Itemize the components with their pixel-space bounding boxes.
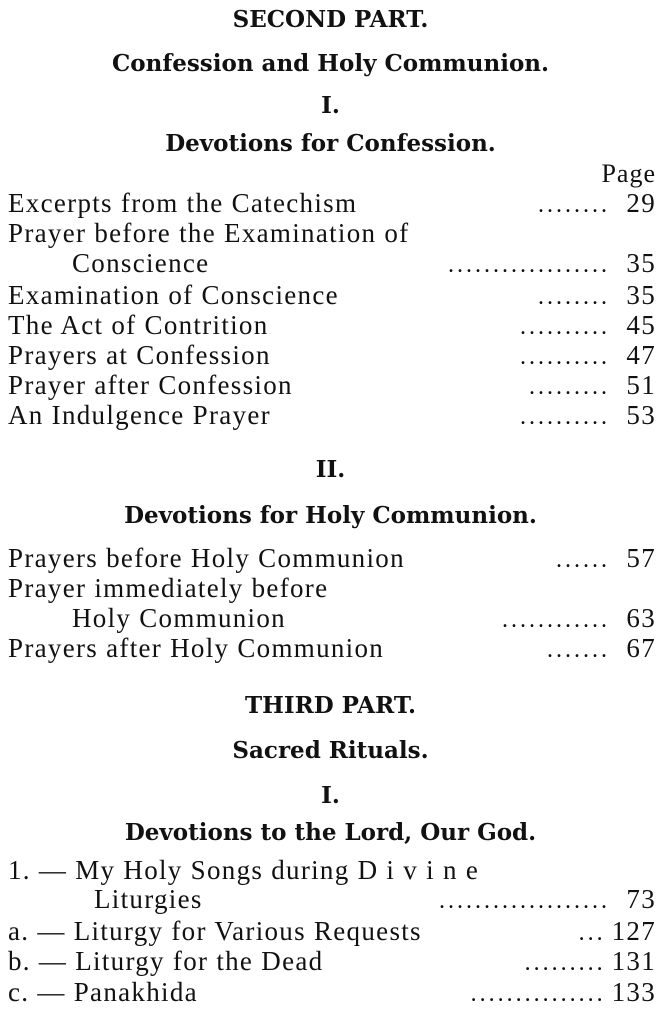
dot-leader: .........: [524, 950, 606, 976]
toc-entry[interactable]: [8, 855, 656, 885]
dot-leader: ..................: [448, 252, 610, 278]
toc-entry-title: c. — Panakhida: [8, 977, 198, 1007]
toc-entry[interactable]: [8, 916, 656, 946]
section-heading: Devotions to the Lord, Our God.: [124, 819, 537, 846]
dot-leader: ...............: [470, 981, 606, 1007]
toc-entry-title: An Indulgence Prayer: [8, 400, 271, 430]
toc-entry-page: 131: [611, 946, 656, 976]
toc-entry-title: 1. — My Holy Songs during D i v i n e: [8, 855, 480, 885]
toc-entry-page: 45: [626, 310, 656, 340]
dot-leader: .........: [529, 374, 610, 400]
dot-leader: ..........: [520, 344, 610, 370]
dot-leader: ............: [502, 607, 610, 633]
toc-entry-title: Liturgies: [94, 884, 203, 914]
section-numeral: I.: [321, 782, 340, 809]
toc-entry-title: The Act of Contrition: [8, 310, 269, 340]
part-subtitle: Sacred Rituals.: [232, 737, 429, 764]
dot-leader: ...: [578, 920, 606, 946]
toc-entry-title: Prayer immediately before: [8, 573, 329, 603]
toc-entry-continuation[interactable]: [72, 603, 656, 633]
dot-leader: .......: [547, 637, 610, 663]
dot-leader: ..........: [520, 314, 610, 340]
toc-entry-page: 73: [626, 884, 656, 914]
toc-entry-page: 127: [611, 916, 656, 946]
toc-entry-title: Holy Communion: [72, 603, 286, 633]
toc-entry-page: 35: [626, 248, 656, 278]
dot-leader: ........: [538, 284, 610, 310]
toc-entry-page: 47: [626, 340, 656, 370]
toc-entry-page: 57: [626, 543, 656, 573]
section-heading: Devotions for Holy Communion.: [124, 502, 537, 529]
toc-entry[interactable]: [8, 188, 656, 218]
toc-entry-page: 51: [626, 370, 656, 400]
section-numeral: I.: [321, 92, 340, 119]
dot-leader: ......: [556, 547, 610, 573]
toc-entry-title: a. — Liturgy for Various Requests: [8, 916, 422, 946]
toc-entry-title: Prayers at Confession: [8, 340, 271, 370]
toc-entry-page: 133: [611, 977, 656, 1007]
toc-entry-title: Prayers before Holy Communion: [8, 543, 405, 573]
toc-entry-page: 53: [626, 400, 656, 430]
toc-entry[interactable]: [8, 370, 656, 400]
toc-entry-continuation[interactable]: [72, 248, 656, 278]
toc-entry[interactable]: [8, 340, 656, 370]
toc-entry[interactable]: [8, 633, 656, 663]
part-title: SECOND PART.: [232, 6, 429, 33]
toc-entry[interactable]: [8, 946, 656, 976]
toc-entry-title: Conscience: [72, 248, 210, 278]
toc-entry[interactable]: [8, 280, 656, 310]
toc-entry-page: 63: [626, 603, 656, 633]
toc-entry-page: 35: [626, 280, 656, 310]
toc-entry-title: Prayer before the Examination of: [8, 218, 410, 248]
dot-leader: ...................: [439, 888, 610, 914]
part-subtitle: Confession and Holy Communion.: [111, 50, 550, 77]
toc-entry-title: Examination of Conscience: [8, 280, 339, 310]
toc-entry-title: Excerpts from the Catechism: [8, 188, 358, 218]
toc-entry[interactable]: [8, 573, 656, 603]
toc-entry-title: Prayer after Confession: [8, 370, 293, 400]
toc-entry-page: 29: [626, 188, 656, 218]
toc-entry[interactable]: [8, 400, 656, 430]
toc-entry[interactable]: [8, 543, 656, 573]
dot-leader: ..........: [520, 404, 610, 430]
part-title: THIRD PART.: [244, 692, 416, 719]
section-numeral: II.: [315, 456, 346, 483]
section-heading: Devotions for Confession.: [165, 130, 496, 157]
toc-entry-page: 67: [626, 633, 656, 663]
toc-entry-title: Prayers after Holy Communion: [8, 633, 385, 663]
toc-entry[interactable]: [8, 977, 656, 1007]
toc-entry-title: b. — Liturgy for the Dead: [8, 946, 324, 976]
toc-entry-continuation[interactable]: [94, 884, 656, 914]
page-column-label: Page: [601, 159, 656, 188]
dot-leader: ........: [538, 192, 610, 218]
toc-entry[interactable]: [8, 218, 656, 248]
toc-entry[interactable]: [8, 310, 656, 340]
